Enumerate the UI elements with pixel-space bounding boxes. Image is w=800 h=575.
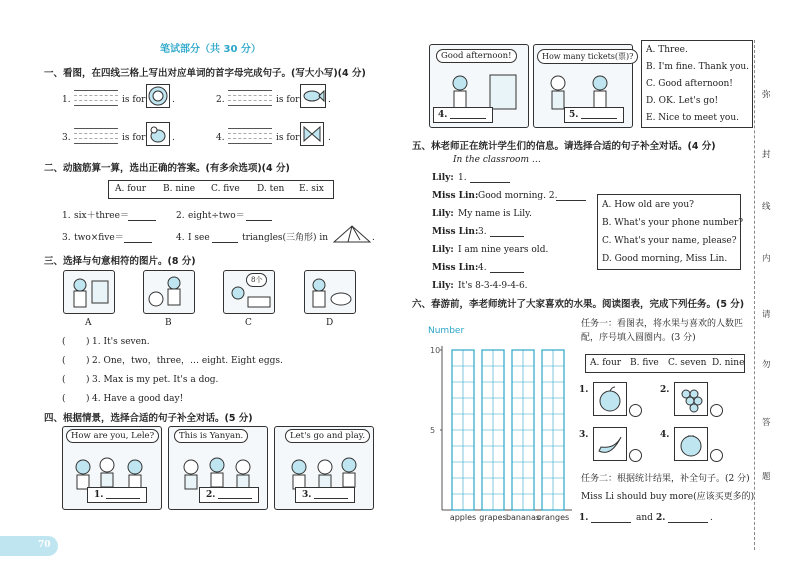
answer-paren-close[interactable]: ) (86, 375, 90, 385)
apple-icon (593, 382, 627, 416)
speaker-label: Miss Lin: (432, 263, 479, 273)
picture-b (143, 270, 195, 314)
answer-paren-close[interactable]: ) (86, 356, 90, 366)
q1-num: 4. (216, 133, 225, 143)
x-tick-label-apples: apples (449, 513, 477, 522)
q6-title: 六、春游前，李老师统计了大家喜欢的水果。阅读图表，完成下列任务。(5 分) (412, 299, 745, 310)
answer-blank[interactable] (591, 522, 631, 523)
q3-item-text: 3. Max is my pet. It's a dog. (92, 375, 219, 385)
q2-item-1-text: six＋three＝ (74, 211, 129, 221)
answer-paren-close[interactable]: ) (86, 394, 90, 404)
q2-option: E. six (299, 184, 324, 194)
answer-blank[interactable] (490, 236, 524, 237)
dialog-text: My name is Lily. (458, 209, 532, 219)
q1-writing-lines[interactable] (74, 128, 118, 144)
q6-task2-num-2: 2. (656, 513, 666, 523)
dialog-text: 1. (458, 173, 467, 183)
answer-circle[interactable] (629, 404, 642, 417)
hen-icon (146, 122, 170, 146)
q1-text: is for (276, 95, 300, 105)
x-tick-label-oranges: oranges (536, 513, 570, 522)
answer-paren-open[interactable]: ( (62, 375, 66, 385)
speaker-label: Miss Lin: (432, 191, 479, 201)
answer-blank[interactable] (490, 272, 524, 273)
q6-task1: 任务一：看图表，将水果与喜欢的人数匹配，序号填入圆圈内。(3 分) (581, 319, 744, 343)
q1-writing-lines[interactable] (228, 90, 272, 106)
answer-box[interactable]: 4. (433, 107, 493, 123)
q2-option: B. nine (163, 184, 196, 194)
y-axis-label: Number (428, 326, 465, 336)
speech-bubble: How are you, Lele? (66, 429, 159, 443)
q3-title: 三、选择与句意相符的图片。(8 分) (44, 256, 196, 267)
q2-item-2-num: 2. (176, 211, 185, 221)
q2-title: 二、动脑筋算一算，选出正确的答案。(有多余选项)(4 分) (44, 163, 290, 174)
binding-line (754, 40, 755, 550)
fruit-num: 2. (660, 385, 670, 395)
speech-bubble: Let's go and play. (285, 429, 370, 443)
answer-blank[interactable] (556, 200, 586, 201)
answer-circle[interactable] (629, 449, 642, 462)
q1-num: 2. (216, 95, 225, 105)
answer-box[interactable]: 1. (87, 487, 147, 503)
fruit-bar-chart (426, 322, 576, 530)
speaker-label: Lily: (432, 245, 454, 255)
orange-icon (674, 427, 708, 461)
speech-bubble: Good afternoon! (436, 49, 517, 63)
q1-title: 一、看图，在四线三格上写出对应单词的首字母完成句子。(写大小写)(4 分) (44, 68, 366, 79)
q2-item-1-num: 1. (62, 211, 71, 221)
dialog-text: 4. (478, 263, 487, 273)
dialog-scene-4 (429, 44, 529, 128)
answer-paren-open[interactable]: ( (62, 356, 66, 366)
q6-task2-and: and (636, 513, 653, 523)
q2-item-3-text: two×five＝ (74, 233, 124, 243)
q3-item-text: 1. It's seven. (92, 337, 150, 347)
picture-label-a: A (85, 318, 92, 328)
q6-option: B. five (630, 358, 659, 368)
x-tick-label-bananas: bananas (505, 513, 541, 522)
q5-scene: In the classroom … (453, 155, 541, 165)
q2-item-4-num: 4. (176, 233, 185, 243)
x-tick-label-grapes: grapes (479, 513, 507, 522)
q1-text: is for (122, 133, 146, 143)
q5-options-box (597, 194, 744, 270)
answer-box[interactable]: 2. (199, 487, 259, 503)
q1-writing-lines[interactable] (228, 128, 272, 144)
speech-bubble: How many tickets(票)? (537, 49, 638, 64)
q4-option: D. OK. Let's go! (646, 96, 719, 106)
q1-num: 3. (62, 133, 71, 143)
picture-c-bubble: 8个 (246, 273, 267, 287)
fruit-num: 4. (660, 430, 670, 440)
q4-option: A. Three. (646, 45, 688, 55)
answer-paren-open[interactable]: ( (62, 337, 66, 347)
speaker-label: Lily: (432, 281, 454, 291)
q4-option: E. Nice to meet you. (646, 113, 739, 123)
speech-bubble: This is Yanyan. (174, 429, 248, 443)
q6-task2-num: 1. (579, 513, 589, 523)
fruit-num: 1. (579, 385, 589, 395)
speaker-label: Miss Lin: (432, 227, 479, 237)
q2-options-box (108, 180, 334, 199)
q1-text: is for (276, 133, 300, 143)
picture-a (63, 270, 115, 314)
q4-option: C. Good afternoon! (646, 79, 733, 89)
q2-option: D. ten (257, 184, 285, 194)
q4-option: B. I'm fine. Thank you. (646, 62, 750, 72)
speaker-label: Lily: (432, 173, 454, 183)
answer-circle[interactable] (710, 404, 723, 417)
q2-answer-blank[interactable] (128, 220, 156, 221)
q2-option: A. four (115, 184, 147, 194)
q6-option: C. seven (668, 358, 707, 368)
q5-option: B. What's your phone number? (602, 218, 744, 228)
q6-option: A. four (590, 358, 622, 368)
page-number: 70 (38, 540, 51, 550)
section-title: 笔试部分（共 30 分） (160, 44, 261, 55)
fish-icon (300, 84, 326, 108)
y-tick-label: 5 (430, 426, 436, 435)
dialog-text: Good morning. 2. (478, 191, 558, 201)
q2-item-3-num: 3. (62, 233, 71, 243)
q5-option: A. How old are you? (602, 200, 694, 210)
q4-title: 四、根据情景，选择合适的句子补全对话。(5 分) (44, 413, 253, 424)
q2-answer-blank[interactable] (124, 242, 152, 243)
dialog-scene-2 (168, 426, 268, 510)
q3-item-text: 2. One，two，three，… eight. Eight eggs. (92, 356, 283, 366)
q2-answer-blank[interactable] (212, 242, 238, 243)
q6-task2-sentence: Miss Li should buy more(应该买更多的) (581, 492, 755, 502)
q2-option: C. five (211, 184, 240, 194)
fruit-num: 3. (579, 430, 589, 440)
picture-c (223, 270, 275, 314)
q2-item-2-text: eight÷two＝ (188, 211, 245, 221)
q5-option: D. Good morning, Miss Lin. (602, 254, 728, 264)
answer-blank[interactable] (470, 182, 510, 183)
picture-label-b: B (165, 318, 172, 328)
q6-task1-options-box (585, 354, 745, 373)
q2-item-4-pre: I see (188, 233, 210, 243)
answer-blank[interactable] (668, 522, 708, 523)
y-tick-label: 10 (430, 346, 441, 355)
butterfly-icon (300, 122, 324, 146)
answer-box[interactable]: 5. (564, 107, 624, 123)
q5-title: 五、林老师正在统计学生们的信息。请选择合适的句子补全对话。(4 分) (412, 141, 716, 152)
picture-label-c: C (245, 318, 252, 328)
dialog-scene-1 (62, 426, 162, 510)
lion-icon (146, 84, 170, 108)
q1-text: is for (122, 95, 146, 105)
q5-option: C. What's your name, please? (602, 236, 737, 246)
answer-paren-open[interactable]: ( (62, 394, 66, 404)
q2-item-4-post: triangles(三角形) in (242, 233, 329, 243)
dialog-text: It's 8-3-4-9-4-6. (458, 281, 528, 291)
picture-label-d: D (326, 318, 334, 328)
q6-option: D. nine (712, 358, 745, 368)
dialog-text: 3. (478, 227, 487, 237)
answer-box[interactable]: 3. (295, 487, 355, 503)
answer-circle[interactable] (710, 449, 723, 462)
q1-writing-lines[interactable] (74, 90, 118, 106)
banana-icon (593, 427, 627, 461)
q2-answer-blank[interactable] (246, 220, 272, 221)
pyramid-icon (332, 224, 372, 244)
dialog-text: I am nine years old. (458, 245, 549, 255)
answer-paren-close[interactable]: ) (86, 337, 90, 347)
page-number-tab (0, 536, 58, 556)
grapes-icon (674, 382, 708, 416)
speaker-label: Lily: (432, 209, 454, 219)
q4-options-box (641, 40, 753, 128)
picture-d (304, 270, 356, 314)
q1-num: 1. (62, 95, 71, 105)
dialog-scene-5 (533, 44, 633, 128)
dialog-scene-3 (274, 426, 374, 510)
q6-task2: 任务二：根据统计结果，补全句子。(2 分) (581, 474, 750, 484)
q3-item-text: 4. Have a good day! (92, 394, 184, 404)
